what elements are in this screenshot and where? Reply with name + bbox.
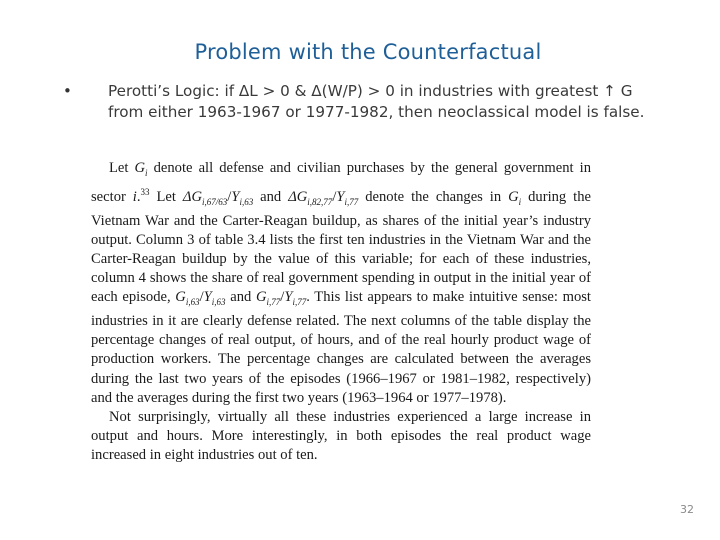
excerpt-paragraph-2: Not surprisingly, virtually all these industries experienced a large increase in output and hours. More interestingly, in both episodes the real product wage increased in eight industries out of ten. xyxy=(91,408,591,463)
excerpt-paragraph-1: Let $G_i$ denote all defense and civilian purchases by the general government in sector i.$^{33}$ Let $\Delta G_{i,67/63}/Y_{i,63}$ and $\Delta G_{i,82,77}/Y_{i,77}$ denote the changes in $G_i$ during the Vietnam War and the Carter-Reagan buildup, as shares of the initial year’s industry output. Column 3 of table 3.4 lists the first ten industries in the Vietnam War and the Carter-Reagan buildup by the value of this variable; for each of these industries, column 4 shows the share of real government spending in output in the initial year of each episode, $G_{i,63}/Y_{i,63}$ and $G_{i,77}/Y_{i,77}$. This list appears to make intuitive sense: most industries in it are clearly defense related. The next columns of the table display the percentage changes of real output, of hours, and of the real hourly product wage of production workers. The percentage changes are calculated between the averages during the last two years of the episodes (1966–1967 or 1981–1982, respectively) and the averages during the first two years (1963–1964 or 1977–1978). xyxy=(91,160,592,406)
bullet-text: Perotti’s Logic: if ΔL > 0 & Δ(W/P) > 0 in industries with greatest ↑ G from either 1963-1967 or 1977-1982, then neoclassical model is false. xyxy=(108,82,645,121)
book-excerpt xyxy=(91,159,591,465)
page-title: Problem with the Counterfactual xyxy=(194,40,542,64)
bullet-marker: • xyxy=(63,82,72,100)
slide-number: 32 xyxy=(680,503,694,516)
footnote-ref: 33 xyxy=(140,187,150,197)
